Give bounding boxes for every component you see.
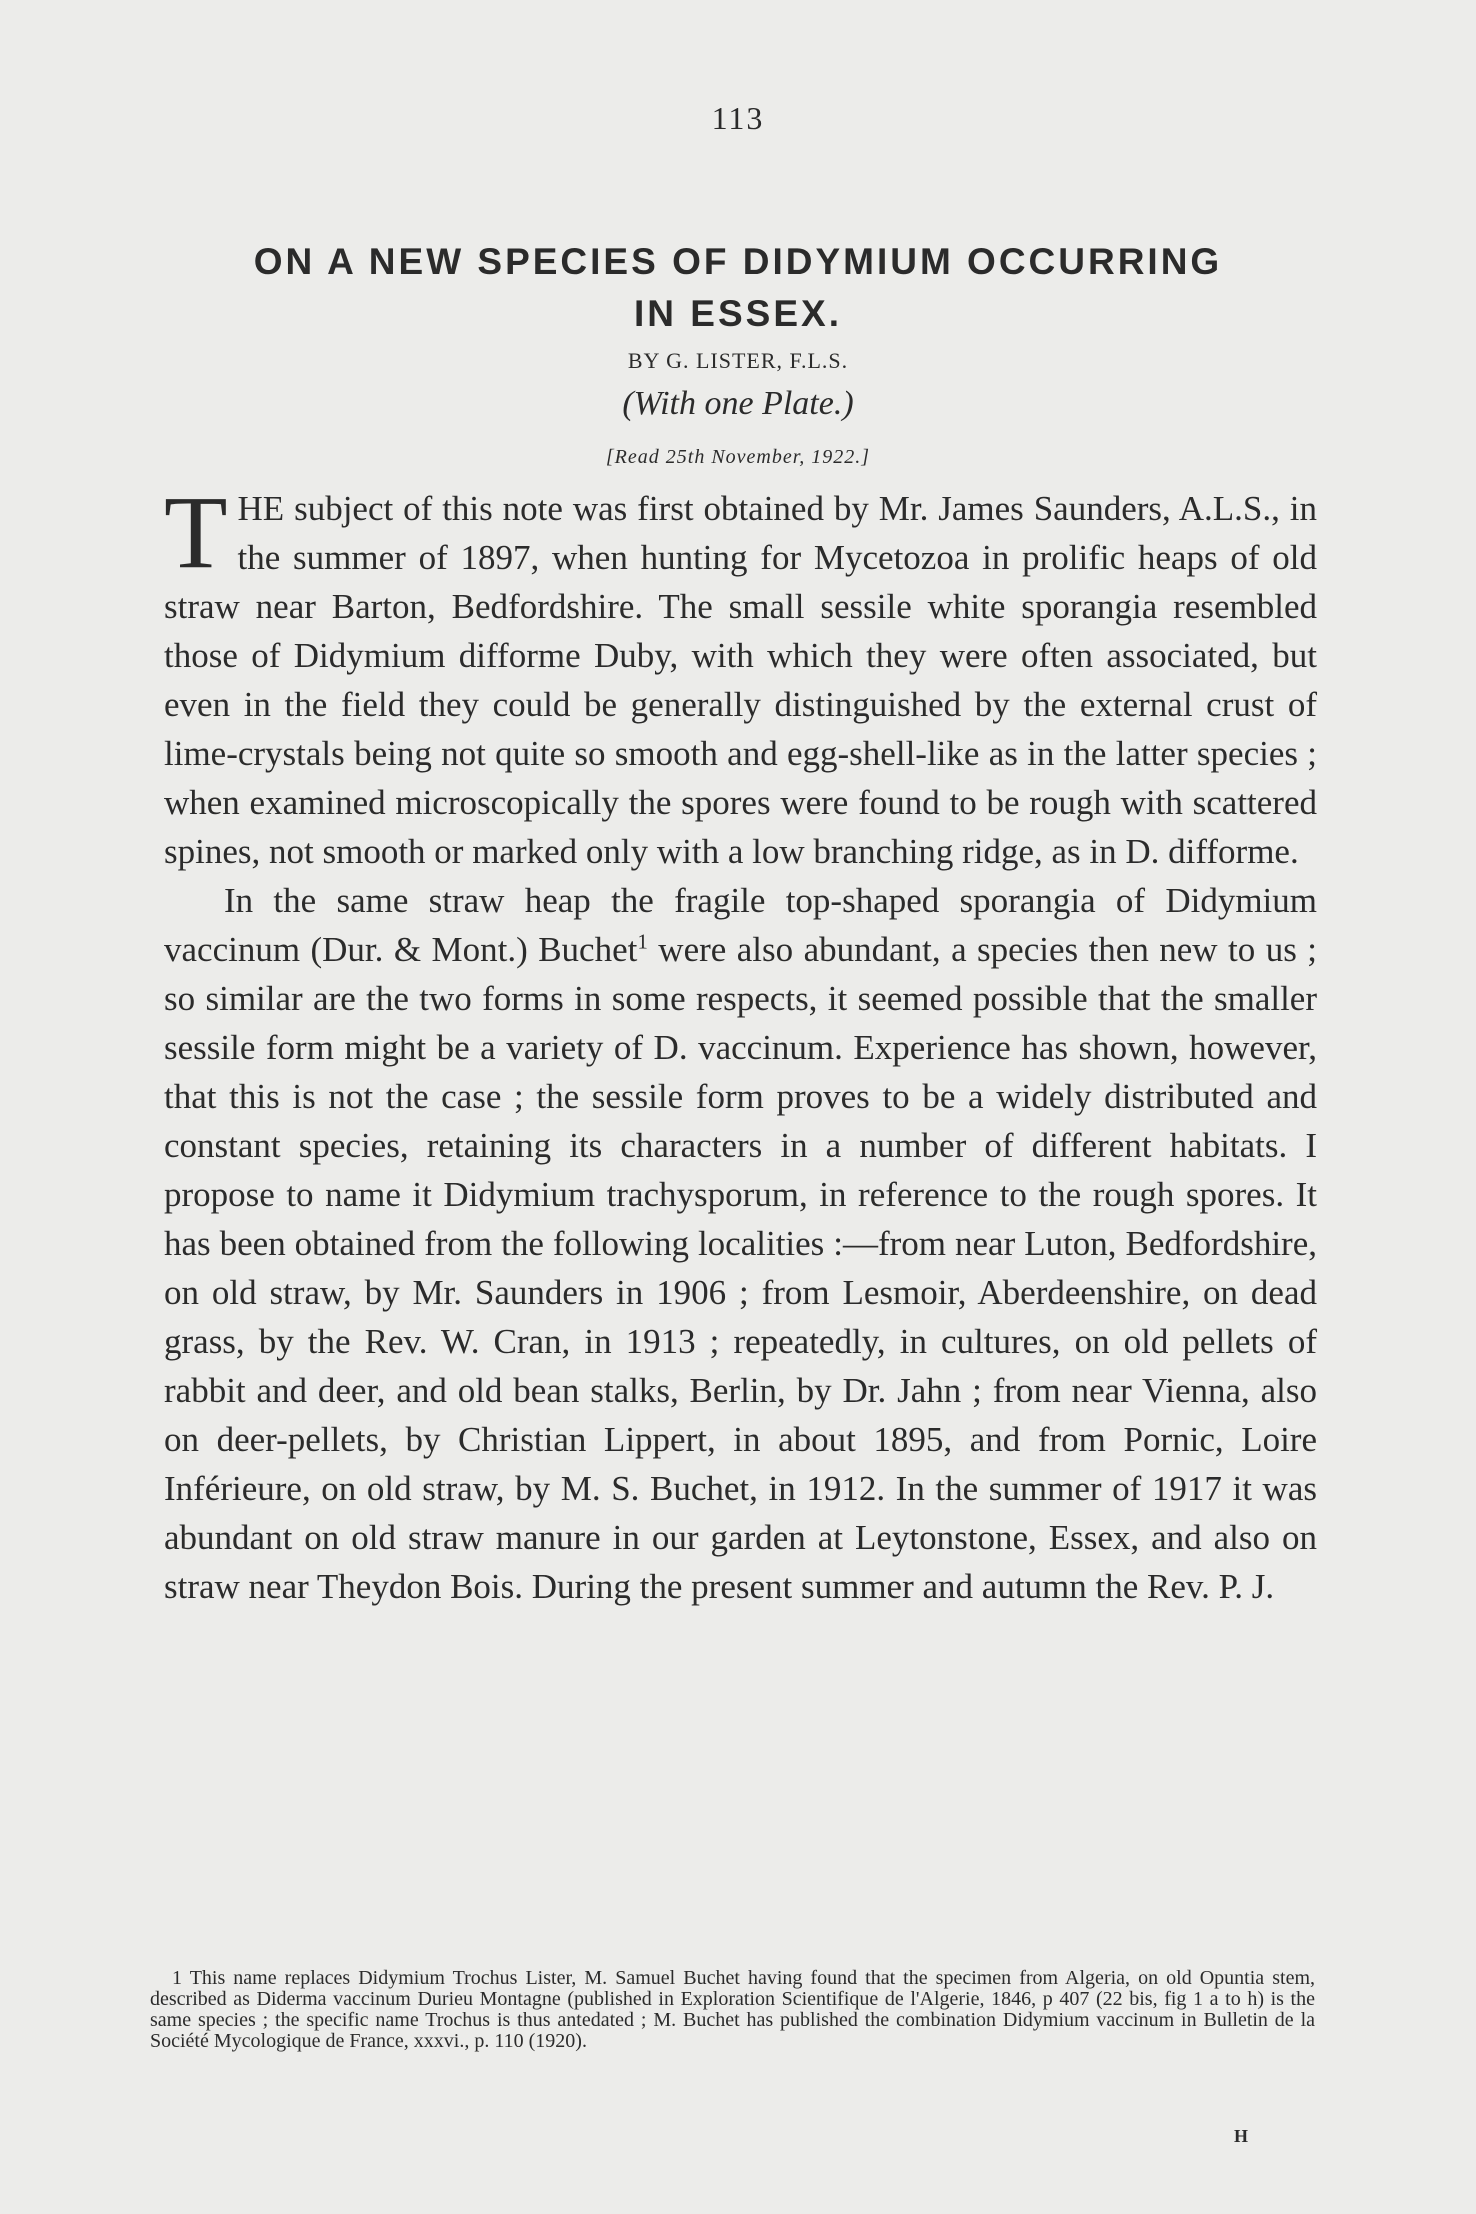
author-byline: BY G. LISTER, F.L.S. bbox=[627, 348, 849, 373]
paragraph-2-text-b: were also abundant, a species then new to us ; so similar are the two forms in some respects, it seemed possible that the smaller sessile form might be a variety of D. vaccinum. Experience has shown, however, that this is not the case ; the sessile form proves to be a widely distributed and constant species, retaining its characters in a number of different habitats. I propose to name it Didymium trachysporum, in reference to the rough spores. It has been obtained from the following localities :—from near Luton, Bedfordshire, on old straw, by Mr. Saunders in 1906 ; from Lesmoir, Aberdeenshire, on dead grass, by the Rev. W. Cran, in 1913 ; repeatedly, in cultures, on old pellets of rabbit and deer, and old bean stalks, Berlin, by Dr. Jahn ; from near Vienna, also on deer-pellets, by Christian Lippert, in about 1895, and from Pornic, Loire Inférieure, on old straw, by M. S. Buchet, in 1912. In the summer of 1917 it was abundant on old straw manure in our garden at Leytonstone, Essex, and also on straw near Theydon Bois. During the present summer and autumn the Rev. P. J. bbox=[164, 930, 1317, 1606]
footnote bbox=[150, 1968, 1315, 2052]
drop-cap: T bbox=[164, 475, 228, 590]
footnote-marker: 1 bbox=[637, 929, 648, 954]
paragraph-1-text: HE subject of this note was first obtained by Mr. James Saunders, A.L.S., in the summer of 1897, when hunting for Mycetozoa in prolific heaps of old straw near Barton, Bedfordshire. The small sessile white sporangia resembled those of Didymium difforme Duby, with which they were often associated, but even in the field they could be generally distinguished by the external crust of lime-crystals being not quite so smooth and egg-shell-like as in the latter species ; when examined microscopically the spores were found to be rough with scattered spines, not smooth or marked only with a low branching ridge, as in D. difforme. bbox=[164, 489, 1317, 871]
article-body bbox=[164, 475, 1317, 1611]
plate-note: (With one Plate.) bbox=[622, 385, 854, 422]
signature-mark: H bbox=[1234, 2126, 1249, 2146]
paragraph-2-text-a: In the same straw heap the fragile top-shaped sporangia of Didymium vaccinum (Dur. & Mont.) Buchet bbox=[164, 881, 1317, 969]
read-date: [Read 25th November, 1922.] bbox=[605, 446, 871, 468]
article-title bbox=[150, 236, 1326, 340]
title-line-2: IN ESSEX. bbox=[634, 293, 842, 334]
paragraph-1 bbox=[164, 475, 1317, 876]
page-number: 113 bbox=[711, 100, 765, 136]
footnote-text: 1 This name replaces Didymium Trochus Lister, M. Samuel Buchet having found that the specimen from Algeria, on old Opuntia stem, described as Diderma vaccinum Durieu Montagne (published in Exploration Scientifique de l'Algerie, 1846, p 407 (22 bis, fig 1 a to h) is the same species ; the specific name Trochus is thus antedated ; M. Buchet has published the combination Didymium vaccinum in Bulletin de la Société Mycologique de France, xxxvi., p. 110 (1920). bbox=[150, 1967, 1315, 2052]
paragraph-2 bbox=[164, 876, 1317, 1611]
title-line-1: ON A NEW SPECIES OF DIDYMIUM OCCURRING bbox=[253, 241, 1223, 282]
